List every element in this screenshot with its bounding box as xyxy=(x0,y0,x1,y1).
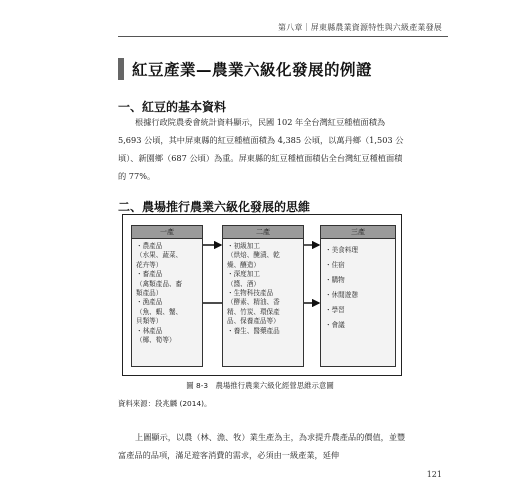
figure-caption: 圖 8-3 農場推行農業六級化經營思維示意圖 xyxy=(186,381,334,390)
primary-industry-title: 一產 xyxy=(132,226,202,239)
tertiary-item: ・學習 xyxy=(325,306,345,314)
tertiary-item: ・住宿 xyxy=(325,261,345,269)
secondary-industry-column xyxy=(222,225,304,367)
primary-industry-list xyxy=(132,239,202,345)
section-title: 紅豆產業—農業六級化發展的例證 xyxy=(132,61,373,79)
basic-info-heading: 一、紅豆的基本資料 xyxy=(118,100,227,114)
tertiary-industry-title: 三產 xyxy=(321,226,395,239)
primary-item: ・漁產品 （魚、蝦、蟹、 貝類等） xyxy=(136,298,183,326)
primary-item: ・農產品 （水果、蔬菜、 花卉等） xyxy=(136,242,183,269)
primary-item: ・畜產品 （禽類產品、畜 類產品） xyxy=(136,270,183,298)
tertiary-industry-list xyxy=(321,239,395,333)
secondary-industry-title: 二產 xyxy=(223,226,303,239)
header-rule xyxy=(118,36,448,37)
tertiary-item: ・美食料理 xyxy=(325,246,358,254)
thinking-heading: 二、農場推行農業六級化發展的思維 xyxy=(118,200,311,214)
tertiary-item: ・休閒遊憩 xyxy=(325,291,358,299)
primary-item: ・林產品 （椰、筍等） xyxy=(136,326,176,345)
secondary-item: ・初級加工 （烘焙、醃漬、乾 燥、釀造） xyxy=(227,242,280,269)
secondary-item: ・深度加工 （醬、酒） xyxy=(227,270,260,288)
page-number: 121 xyxy=(426,470,442,479)
section-title-block xyxy=(118,58,372,80)
secondary-item: ・生物科技產品 （酵素、精油、香 精、竹炭、環保產 品、保養產品等） xyxy=(227,289,280,326)
figure-source: 資料來源：段兆麟 (2014)。 xyxy=(118,399,212,408)
primary-industry-column xyxy=(131,225,203,367)
tertiary-industry-column xyxy=(320,225,396,367)
title-marker-bar xyxy=(118,58,124,80)
closing-paragraph: 上圖顯示，以農（林、漁、牧）業生產為主，為求提升農產品的價值，並豐富產品的品項，滿足遊客消費的需求，必須由一級產業，延伸 xyxy=(118,432,406,460)
six-level-diagram xyxy=(122,214,402,376)
basic-info-paragraph: 根據行政院農委會統計資料顯示，民國 102 年全台灣紅豆種植面積為 5,693 公頃，其中屏東縣的紅豆種植面積為 4,385 公頃，以萬丹鄉（1,503 公頃）、新園鄉（687 公頃）為重。屏東縣的紅豆種植面積佔全台灣紅豆種植面積的 77%。 xyxy=(118,117,404,181)
tertiary-item: ・購物 xyxy=(325,276,345,284)
secondary-industry-list xyxy=(223,239,303,336)
running-header: 第八章｜屏東縣農業資源特性與六級產業發展 xyxy=(278,23,442,32)
secondary-item: ・養生、醫藥產品 xyxy=(227,326,280,335)
tertiary-item: ・會議 xyxy=(325,321,345,329)
